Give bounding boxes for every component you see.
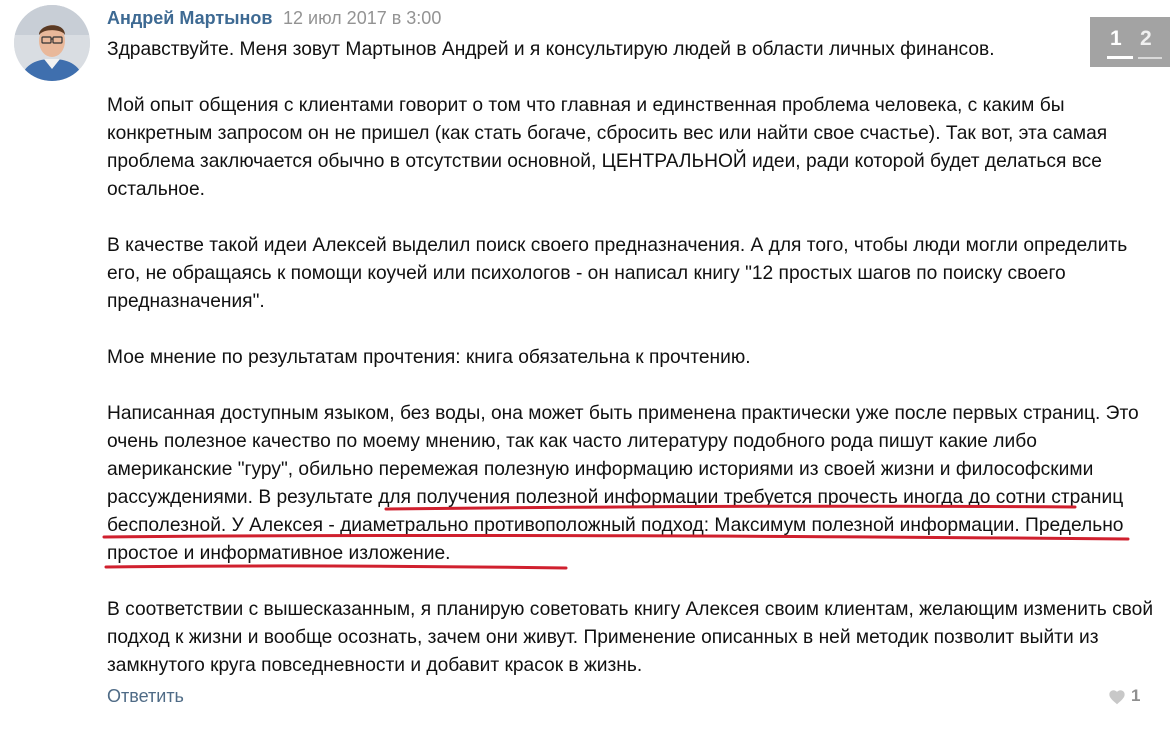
comment-paragraph: Мой опыт общения с клиентами говорит о том что главная и единственная проблема человека, с каким бы конкретным запросом он не пришел (как стать богаче, сбросить вес или найти свое счастье). Так вот, эта самая проблема заключается обычно в отсутствии основной, ЦЕНТРАЛЬНОЙ идеи, ради которой будет делаться все остальное. [107,95,1108,200]
comment-text [107,36,1157,708]
comment-paragraph: Здравствуйте. Меня зовут Мартынов Андрей и я консультирую людей в области личных финансов. [107,39,995,60]
comment-paragraph: В соответствии с вышесказанным, я планирую советовать книгу Алексея своим клиентам, желающим изменить свой подход к жизни и вообще осознать, зачем они живут. Применение описанных в ней методик позволит выйти из замкнутого круга повседневности и добавит красок в жизнь. [107,599,1154,676]
like-count: 1 [1131,686,1141,705]
author-name[interactable]: Андрей Мартынов [107,8,273,28]
heart-icon[interactable] [1108,689,1126,705]
pager-page-1[interactable]: 1 [1110,27,1122,50]
avatar[interactable] [14,5,90,81]
pager-page-2[interactable]: 2 [1140,27,1152,50]
comment-paragraph: Мое мнение по результатам прочтения: книга обязательна к прочтению. [107,347,751,368]
comment-paragraph: В качестве такой идеи Алексей выделил поиск своего предназначения. А для того, чтобы люди могли определить его, не обращаясь к помощи коучей или психологов - он написал книгу "12 простых шагов по поиску своего предназначения". [107,235,1128,312]
comment-paragraph: Написанная доступным языком, без воды, она может быть применена практически уже после первых страниц. Это очень полезное качество по моему мнению, так как часто литературу подобного рода пишут какие либо американские "гуру", обильно перемежая полезную информацию историями из своей жизни и философскими рассуждениями. В результате для получения полезной информации требуется прочесть иногда до сотни страниц бесполезной. У Алексея - диаметрально противоположный подход: Максимум полезной информации. Предельно простое и информативное изложение. [107,403,1139,564]
reply-button[interactable]: Ответить [107,686,184,706]
comment-date[interactable]: 12 июл 2017 в 3:00 [283,8,442,28]
